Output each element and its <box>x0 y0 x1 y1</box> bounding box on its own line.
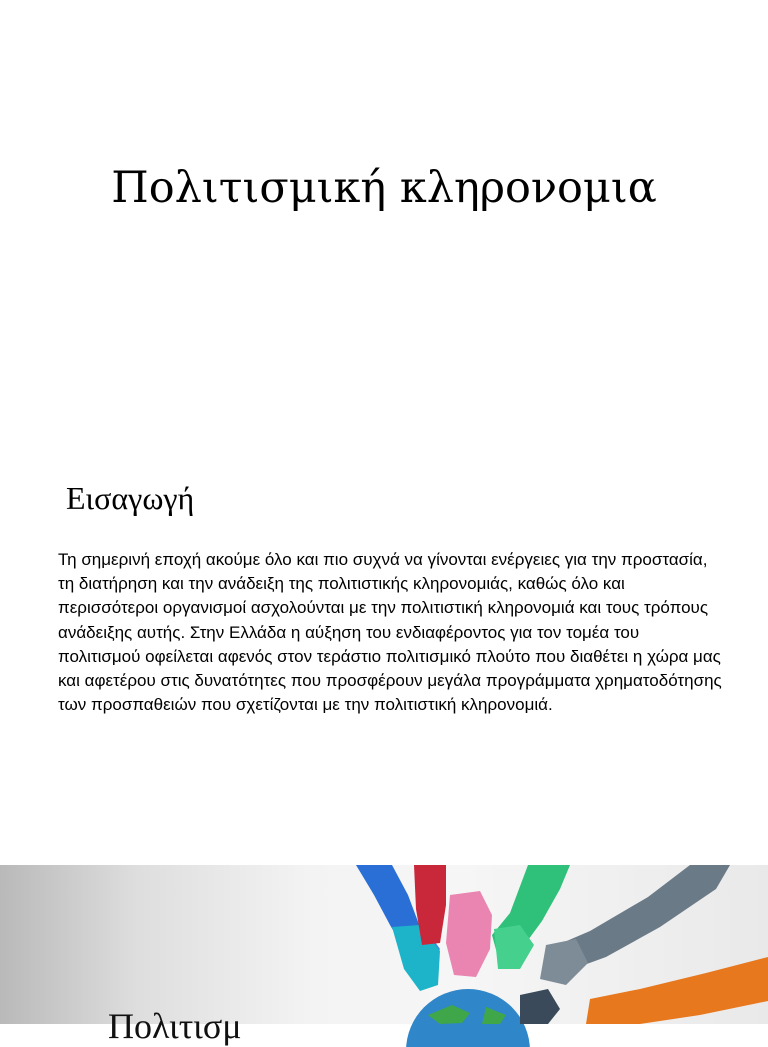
intro-paragraph: Τη σημερινή εποχή ακούμε όλο και πιο συχνά να γίνονται ενέργειες για την προστασία, τη διατήρηση και την ανάδειξη της πολιτιστικής κληρονομιάς, καθώς όλο και περισσότεροι οργανισμοί ασχολούνται με την πολιτιστική κληρονομιά και τους τρόπους ανάδειξης αυτής. Στην Ελλάδα η αύξηση του ενδιαφέροντος για τον τομέα του πολιτισμού οφείλεται αφενός στον τεράστιο πολιτισμικό πλούτο που διαθέτει η χώρα μας και αφετέρου στις δυνατότητες που προσφέρουν μεγάλα προγράμματα χρηματοδότησης των προσπαθειών που σχετίζονται με την πολιτιστική κληρονομιά. <box>58 550 722 715</box>
partial-slide-title: Πολιτισμ <box>108 1006 242 1046</box>
introduction-slide <box>0 430 768 860</box>
orange-hand-shape <box>586 957 768 1024</box>
colorful-hands-globe-image <box>0 865 768 1024</box>
pink-hand-shape <box>446 891 492 977</box>
title-slide <box>0 0 768 430</box>
globe-shape <box>406 989 530 1047</box>
section-heading: Εισαγωγή <box>66 480 195 516</box>
dark-hand-shape <box>520 989 560 1024</box>
slide-title: Πολιτισμική κληρονομια <box>111 163 657 213</box>
image-slide <box>0 865 768 1046</box>
